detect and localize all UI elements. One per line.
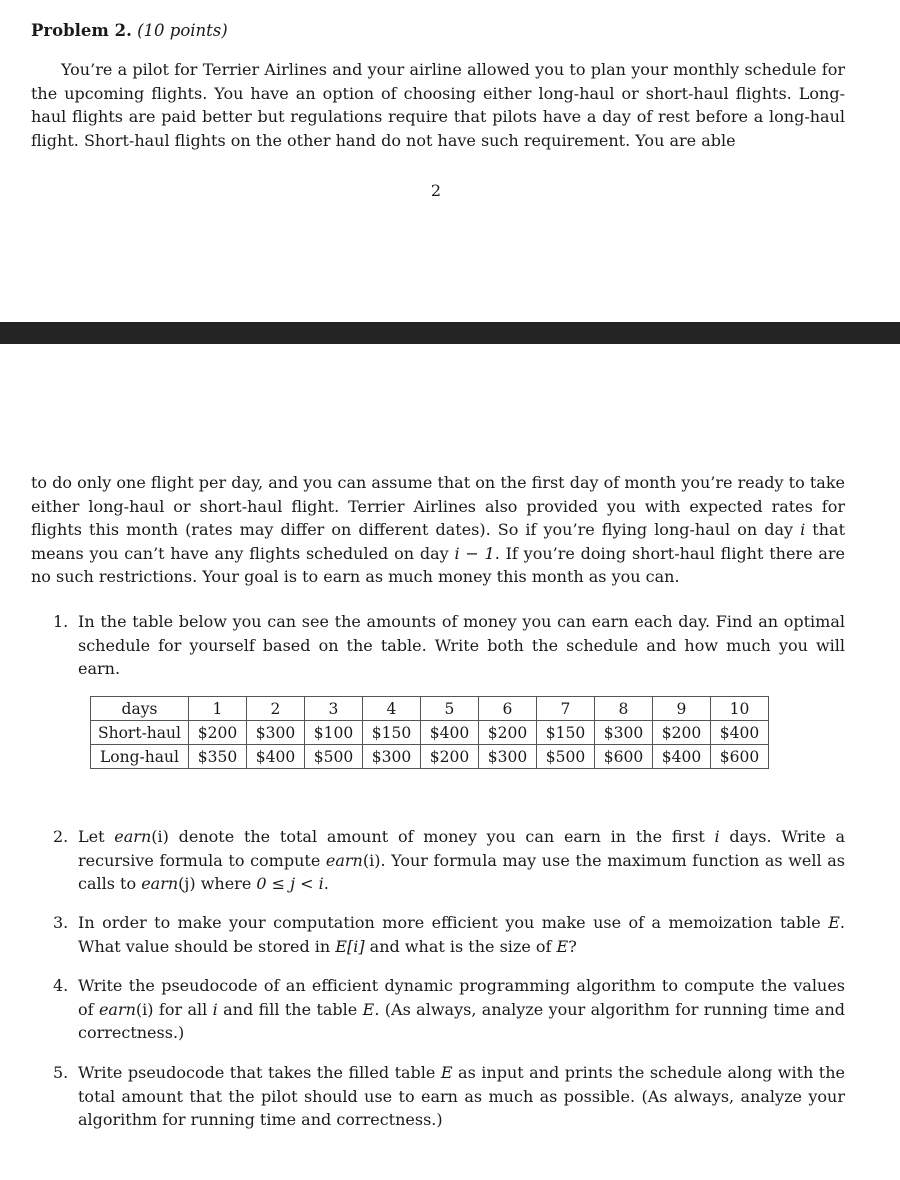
math-var: E: [362, 999, 375, 1019]
question-number: 3.: [53, 913, 69, 932]
table-cell: $400: [420, 721, 478, 745]
math-func-earn: earn: [325, 850, 363, 870]
text-run: and what is the size of: [364, 936, 557, 956]
text-run: for all: [153, 999, 213, 1019]
math-arg: (i): [362, 850, 381, 870]
text-run: and fill the table: [217, 999, 363, 1019]
text-run: days. Write a recursive formula to compute: [78, 827, 846, 870]
text-run: . Your formula may use the maximum function as well as calls to: [78, 850, 845, 893]
math-var: i: [714, 827, 720, 846]
table-cell: $300: [594, 721, 652, 745]
table-day-cell: 8: [594, 697, 652, 721]
table-day-cell: 4: [362, 697, 420, 721]
table-day-cell: 10: [710, 697, 768, 721]
text-run: .: [323, 874, 329, 893]
math-condition: 0 ≤ j < i: [256, 874, 324, 893]
table-header-days: days: [91, 697, 189, 721]
text-run: where: [195, 874, 257, 893]
math-expr-i-minus-1: i − 1: [454, 543, 495, 563]
math-var: i: [212, 999, 218, 1019]
table-row-short-haul: [91, 721, 769, 745]
text-run: denote the total amount of money you can earn in the first: [168, 827, 715, 846]
math-arg: (i): [135, 999, 154, 1019]
table-day-cell: 6: [478, 697, 536, 721]
math-var: E: [556, 936, 569, 956]
text-run: Let: [78, 827, 115, 846]
math-func-earn: earn: [98, 999, 136, 1019]
table-cell: $100: [304, 721, 362, 745]
page-number: 2: [430, 181, 442, 200]
question-text: [78, 825, 845, 896]
math-func-earn: earn: [114, 827, 152, 846]
text-run: In order to make your computation more efficient you make use of a memoization table: [78, 913, 829, 932]
table-cell: $150: [536, 721, 594, 745]
math-var: E: [828, 913, 840, 932]
math-arg: (j): [178, 874, 196, 893]
table-header-row: [91, 697, 769, 721]
table-cell: $200: [652, 721, 710, 745]
table-cell: $150: [362, 721, 420, 745]
table-cell: $350: [188, 745, 246, 769]
intro-text-part1: to do only one flight per day, and you can assume that on the first day of month you’re ready to take either long-haul or short-haul flight. Terrier Airlines also provided you with expected rates for flights this month (rates may differ on different dates). So if you’re flying long-haul on day: [31, 473, 845, 539]
table-cell: $200: [478, 721, 536, 745]
page-top-section: [0, 0, 900, 322]
question-text: [78, 974, 845, 1045]
table-row-label: Short-haul: [91, 721, 189, 745]
table-day-cell: 1: [188, 697, 246, 721]
table-row-label: Long-haul: [91, 745, 189, 769]
page-break-band: [0, 322, 900, 344]
math-arg: (i): [151, 827, 169, 846]
table-cell: $200: [188, 721, 246, 745]
table-day-cell: 3: [304, 697, 362, 721]
table-cell: $500: [304, 745, 362, 769]
problem-label: Problem 2.: [31, 21, 132, 40]
table-cell: $400: [246, 745, 304, 769]
table-day-cell: 2: [246, 697, 304, 721]
table-cell: $200: [420, 745, 478, 769]
table-day-cell: 9: [652, 697, 710, 721]
table-cell: $300: [478, 745, 536, 769]
table-cell: $600: [710, 745, 768, 769]
intro-paragraph-1: You’re a pilot for Terrier Airlines and your airline allowed you to plan your monthly schedule for the upcoming flights. You have an option of choosing either long-haul or short-haul flights. Long-haul flights are paid better but regulations require that pilots have a day of rest before a long-haul flight. Short-haul flights on the other hand do not have such requirement. You are able: [31, 60, 845, 150]
table-cell: $500: [536, 745, 594, 769]
text-run: Write the pseudocode of an efficient dynamic programming algorithm to compute the values of: [78, 976, 845, 1019]
intro-paragraph-2: [31, 471, 845, 589]
text-run: ?: [568, 936, 577, 956]
math-var: E: [440, 1063, 453, 1082]
question-number: 5.: [53, 1063, 69, 1082]
text-run: as input and prints the schedule along with the total amount that the pilot should use to earn as much as possible. (As always, analyze your algorithm for running time and correctness.): [78, 1063, 846, 1129]
table-day-cell: 7: [536, 697, 594, 721]
intro-text-part2: that means you can’t have any flights scheduled on day: [31, 520, 845, 563]
problem-heading: [31, 19, 228, 43]
math-var: E[i]: [335, 936, 365, 956]
math-func-earn: earn: [141, 874, 179, 893]
rates-table: [90, 696, 769, 769]
text-run: Write pseudocode that takes the filled table: [78, 1063, 441, 1082]
table-cell: $400: [652, 745, 710, 769]
intro-text-part3: . If you’re doing short-haul flight there are no such restrictions. Your goal is to earn as much money this month as you can.: [31, 543, 845, 586]
question-number: 2.: [53, 827, 69, 846]
question-text: [78, 1061, 845, 1132]
problem-points: (10 points): [137, 21, 228, 40]
text-run: . What value should be stored in: [78, 913, 845, 956]
text-run: . (As always, analyze your algorithm for running time and correctness.): [78, 999, 846, 1042]
table-cell: $600: [594, 745, 652, 769]
table-row-long-haul: [91, 745, 769, 769]
question-text: [78, 911, 845, 958]
table-cell: $300: [246, 721, 304, 745]
question-number: 1.: [53, 612, 69, 631]
table-day-cell: 5: [420, 697, 478, 721]
question-text: In the table below you can see the amounts of money you can earn each day. Find an optimal schedule for yourself based on the table. Write both the schedule and how much you will earn.: [78, 612, 845, 678]
question-number: 4.: [53, 976, 69, 995]
math-var-i: i: [800, 520, 806, 539]
table-cell: $400: [710, 721, 768, 745]
table-cell: $300: [362, 745, 420, 769]
